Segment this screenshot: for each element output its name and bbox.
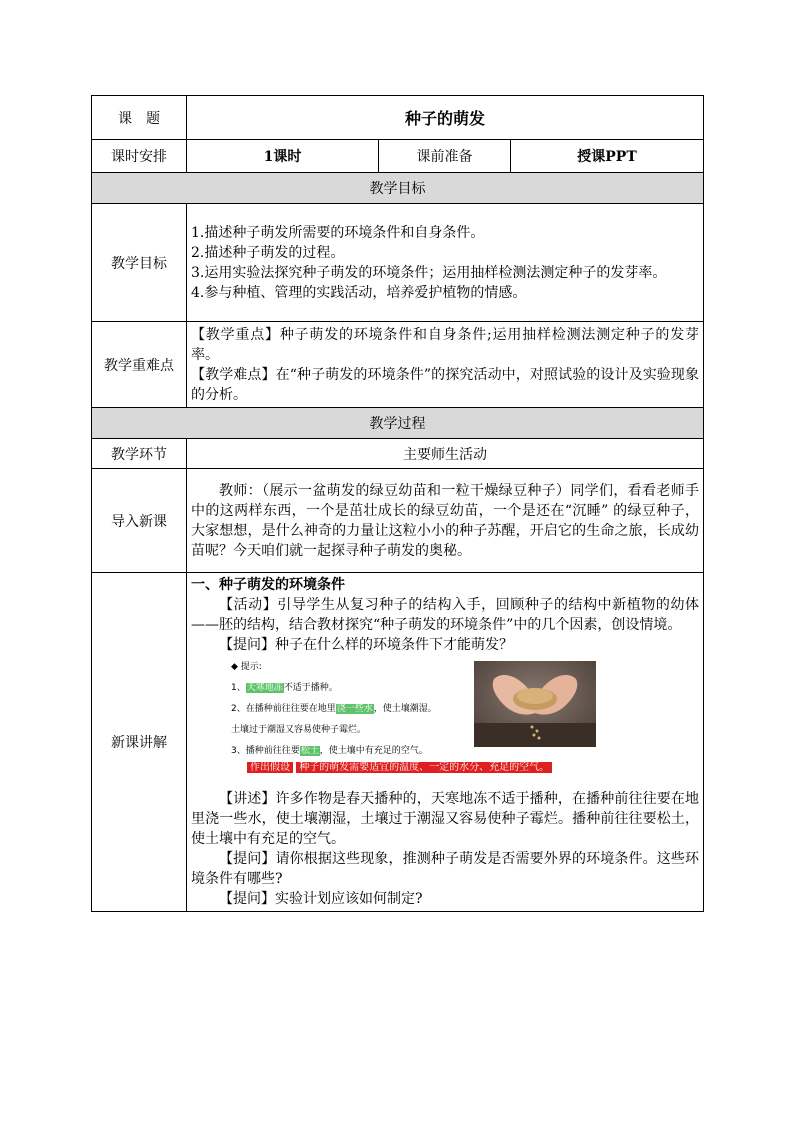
topic-value: 种子的萌发 [187,96,704,140]
goal-item-3: 3.运用实验法探究种子萌发的环境条件；运用抽样检测法测定种子的发芽率。 [191,264,667,281]
hours-label: 课时安排 [92,140,187,173]
slide-line-2: 2、在播种前往往要在地里浇一些水，使土壤潮湿。 [231,704,437,714]
goals-banner: 教学目标 [92,173,704,204]
lesson-plan-table [91,95,704,912]
section-heading: 一、种子萌发的环境条件 [191,577,345,593]
slide-line-4: 3、播种前往往要松土，使土壤中有充足的空气。 [231,746,428,756]
teaching-difficulty: 【教学难点】在“种子萌发的环境条件”的探究活动中，对照试验的设计及实验现象的分析。 [191,366,700,403]
hypothesis-label: 作出假设 [247,762,293,773]
question-paragraph-3: 【提问】实验计划应该如何制定? [219,891,423,907]
goals-label: 教学目标 [92,204,187,322]
highlight-loosen-soil: 松土 [300,746,319,756]
topic-row [92,96,704,140]
seeds-in-hands-image [474,661,596,747]
question-paragraph-1: 【提问】种子在什么样的环境条件下才能萌发？ [219,637,513,653]
process-banner-row [92,408,704,439]
key-points-label: 教学重难点 [92,322,187,408]
goal-item-4: 4.参与种植、管理的实践活动，培养爱护植物的情感。 [191,284,527,301]
prep-value: 授课PPT [511,140,704,173]
intro-text: 教师：（展示一盆萌发的绿豆幼苗和一粒干燥绿豆种子）同学们，看看老师手中的这两样东西，一个是茁壮成长的绿豆幼苗，一个是还在“沉睡” 的绿豆种子，大家想想，是什么神奇的力量让这粒小小的种子苏醒，开启它的生命之旅，长成幼苗呢？今天咱们就一起探寻种子萌发的奥秘。 [187,469,704,573]
process-col-activity: 主要师生活动 [187,439,704,469]
prep-label: 课前准备 [379,140,511,173]
lesson-content [187,573,704,912]
slide-hint: ◆ 提示: [231,662,262,672]
hours-value: 1课时 [187,140,379,173]
goal-item-2: 2.描述种子萌发的过程。 [191,244,345,261]
goal-item-1: 1.描述种子萌发所需要的环境条件和自身条件。 [191,224,485,241]
hypothesis-text: 种子的萌发需要适宜的温度、一定的水分、充足的空气。 [296,762,552,773]
lesson-plan-sheet [91,95,703,912]
schedule-row [92,140,704,173]
lesson-label: 新课讲解 [92,573,187,912]
process-banner: 教学过程 [92,408,704,439]
question-paragraph-2: 【提问】请你根据这些现象，推测种子萌发是否需要外界的环境条件。这些环境条件有哪些? [191,851,700,887]
goals-list [187,204,704,322]
activity-paragraph: 【活动】引导学生从复习种子的结构入手，回顾种子的结构中新植物的幼体——胚的结构，结合教材探究“种子萌发的环境条件”中的几个因素，创设情境。 [191,597,700,633]
lesson-row [92,573,704,912]
highlight-frozen: 天寒地冻 [246,683,283,693]
key-points-row [92,322,704,408]
process-col-stage: 教学环节 [92,439,187,469]
process-header-row [92,439,704,469]
hypothesis-banner [247,761,552,774]
lecture-paragraph: 【讲述】许多作物是春天播种的，天寒地冻不适于播种，在播种前往往要在地里浇一些水，使土壤潮湿，土壤过于潮湿又容易使种子霉烂。播种前往往要松土，使土壤中有充足的空气。 [191,791,700,847]
topic-label: 课 题 [92,96,187,140]
embedded-slide [191,657,699,785]
intro-row [92,469,704,573]
goals-banner-row [92,173,704,204]
goals-row [92,204,704,322]
highlight-water: 浇一些水 [336,704,373,714]
slide-line-3: 土壤过于潮湿又容易使种子霉烂。 [231,725,367,735]
intro-label: 导入新课 [92,469,187,573]
slide-line-1: 1、天寒地冻不适于播种。 [231,683,338,693]
teaching-focus: 【教学重点】种子萌发的环境条件和自身条件;运用抽样检测法测定种子的发芽率。 [191,326,700,363]
